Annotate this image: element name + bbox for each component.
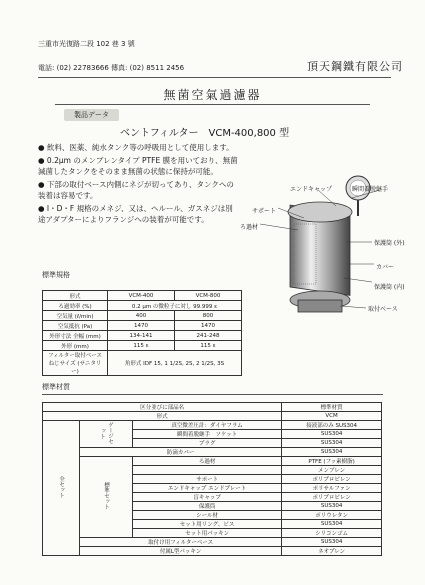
label-filter-media: ろ過材 (240, 224, 259, 231)
table-cell: 134-141 (108, 331, 175, 341)
table-cell: エンドキャップ エンドプレート (133, 484, 282, 493)
table-cell: SUS304 (282, 502, 382, 511)
table-cell: 形式 (43, 412, 282, 421)
company-name: 頂天鋼鐵有限公司 (307, 60, 403, 73)
feature-item: ● 0.2μm のメンブレンタイプ PTFE 膜を用いており、無菌減菌したタンクをそのまま無菌の状態に保持が可能。 (38, 156, 238, 176)
material-table (42, 402, 382, 556)
table-cell: 防滴カバー (80, 448, 282, 457)
table-row (43, 351, 242, 376)
table-cell (133, 466, 282, 475)
table-cell: SUS304 (282, 430, 382, 439)
table-cell: シール材 (133, 511, 282, 520)
table-row (43, 403, 382, 412)
table-cell: フィルター取付ベース ねじサイズ (サニタリー) (43, 351, 108, 376)
table-cell: 115 ε (174, 341, 241, 351)
feature-item: ● I・D・F 規格のメネジ、又は、ヘルール、ガスネジは別途アダプターによりフランジへの装着が可能です。 (38, 204, 233, 224)
table-header: 区分並びに部品名 (43, 403, 282, 412)
table-cell: プラグ (133, 439, 282, 448)
table-row (43, 421, 382, 430)
table-cell: 真空微差圧計：ダイヤフラム (133, 421, 282, 430)
table-row (43, 311, 242, 321)
table-cell: 241-248 (174, 331, 241, 341)
table-cell: SUS304 (282, 439, 382, 448)
feature-item: ● 飲料、医薬、純水タンク等の呼吸用として使用します。 (38, 143, 234, 152)
table-cell: 瞬間着脱継手 ソケット (133, 430, 282, 439)
table-cell: 接液部のみ SUS304 (282, 421, 382, 430)
table-cell: メンブレン (282, 466, 382, 475)
table-cell: ポリプロピレン (282, 493, 382, 502)
table-cell: 空気量 (ℓ/min) (43, 311, 108, 321)
table-cell: 角形式 IDF 15, 1 1/2S, 2S, 2 1/2S, 3S (108, 351, 242, 376)
table-cell: 1470 (108, 321, 175, 331)
side-label-gauge-set: ゲージセット (80, 421, 133, 448)
material-section-title: 標準材質 (42, 383, 70, 391)
table-cell: セット用リング、ビス (133, 520, 282, 529)
table-cell: ポリウレタン (282, 511, 382, 520)
spec-section-title: 標準規格 (42, 271, 70, 279)
table-row (43, 331, 242, 341)
table-cell: 保護筒 (133, 502, 282, 511)
side-label-full-set: 全セット (43, 421, 80, 556)
title-divider (55, 104, 370, 105)
company-address: 三重市光復路二段 102 巷 3 號 (38, 40, 135, 48)
table-row (43, 291, 242, 301)
table-cell: セット用パッキン (133, 529, 282, 538)
table-cell: ろ過材 (133, 457, 282, 466)
label-mount-base: 取付ベース (368, 306, 398, 313)
section-tag: 製品データ (64, 109, 119, 121)
table-row (43, 448, 382, 457)
label-end-cap: エンドキャップ (290, 186, 333, 193)
table-header: VCM-400 (108, 291, 175, 301)
table-cell: シリコンゴム (282, 529, 382, 538)
label-release-valve: 瞬間着脱継手 (352, 186, 389, 193)
table-cell: SUS304 (282, 448, 382, 457)
table-cell: 取付け用フィルターベース (80, 538, 282, 547)
table-cell: ろ過効率 (%) (43, 301, 108, 311)
table-header: 形式 (43, 291, 108, 301)
table-cell: 115 ε (108, 341, 175, 351)
table-row (43, 321, 242, 331)
table-cell: 空気抵抗 (Pa) (43, 321, 108, 331)
table-cell: 外形 (mm) (43, 341, 108, 351)
table-cell: ポリプロピレン (282, 475, 382, 484)
company-phone-fax: 電話: (02) 22783666 傳真: (02) 8511 2456 (38, 64, 185, 72)
table-cell: VCM (282, 412, 382, 421)
label-cover: カバー (376, 264, 395, 271)
table-row (43, 538, 382, 547)
label-guard-inner: 保護筒 (内) (374, 284, 405, 291)
table-row (43, 301, 242, 311)
product-subtitle: ベントフィルター VCM-400,800 型 (120, 128, 290, 139)
feature-item: ● 下部の取付ベース内側にネジが切ってあり、タンクへの装着は容易です。 (38, 180, 234, 200)
table-cell: 1470 (174, 321, 241, 331)
table-cell: 0.2 μm の微粒子に対し 99.999 ε (108, 301, 242, 311)
table-cell: サポート (133, 475, 282, 484)
table-cell: 400 (108, 311, 175, 321)
table-cell: 800 (174, 311, 241, 321)
table-cell: 盲キャップ (133, 493, 282, 502)
material-divider (42, 394, 383, 395)
table-row (43, 547, 382, 556)
table-cell: 付属L型パッキン (80, 547, 282, 556)
side-label-standard-set: 標準セット (80, 457, 133, 538)
table-cell: SUS304 (282, 520, 382, 529)
table-cell: SUS304 (282, 538, 382, 547)
label-support: サポート (252, 208, 277, 215)
table-header: VCM-800 (174, 291, 241, 301)
feature-list (38, 142, 238, 227)
table-cell: ポリサルファン (282, 484, 382, 493)
table-row (43, 457, 382, 466)
table-header: 標準材質 (282, 403, 382, 412)
table-cell: ネオプレン (282, 547, 382, 556)
spec-table (42, 290, 242, 376)
table-row (43, 412, 382, 421)
header-divider (38, 77, 391, 78)
table-row (43, 341, 242, 351)
document-title: 無菌空氣過濾器 (163, 88, 262, 102)
table-cell: 外形寸法 全幅 (mm) (43, 331, 108, 341)
table-cell: PTFE (フッ素樹脂) (282, 457, 382, 466)
label-guard-outer: 保護筒 (外) (374, 240, 405, 247)
